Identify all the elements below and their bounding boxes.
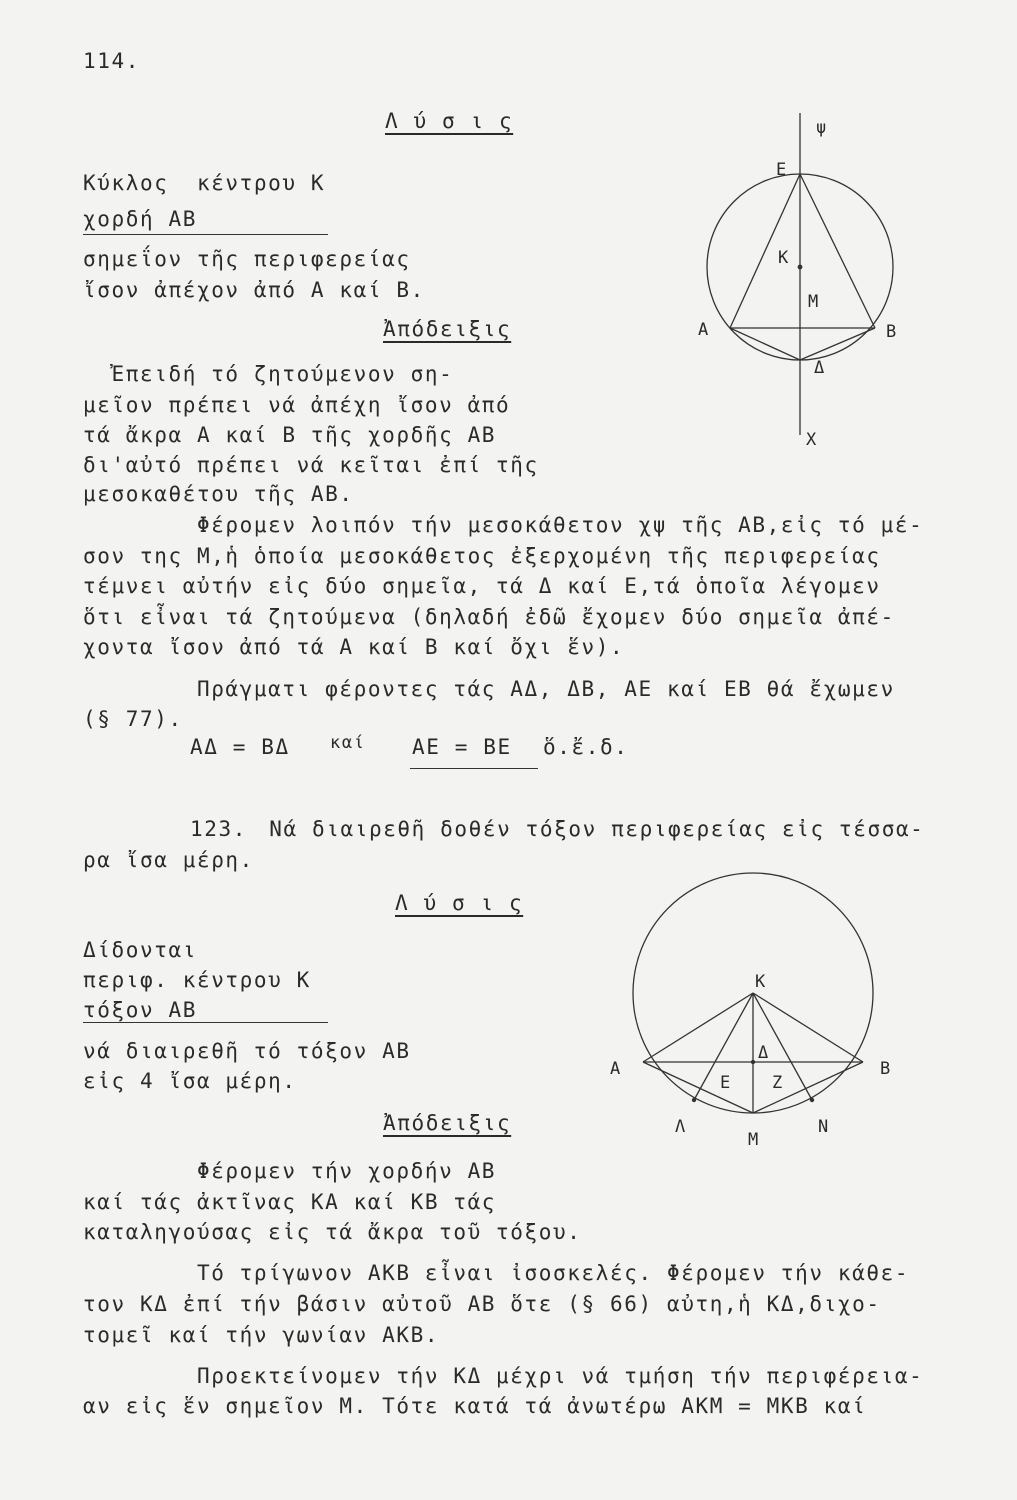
text-line: τον ΚΔ ἐπί τήν βάσιν αὐτοῦ ΑΒ ὅτε (§ 66) αὐτη,ἡ ΚΔ,διχο- bbox=[83, 1292, 881, 1316]
text-line: αν εἰς ἕν σημεῖον Μ. Τότε κατά τά ἀνωτέρω ΑΚΜ = ΜΚΒ καί bbox=[83, 1394, 867, 1418]
label-m: Μ bbox=[808, 292, 819, 312]
page-number: 114. bbox=[83, 49, 140, 73]
label-m: Μ bbox=[748, 1130, 759, 1150]
givens-rule-1 bbox=[83, 234, 328, 235]
label-d: Δ bbox=[814, 358, 825, 378]
label-k: Κ bbox=[755, 972, 766, 992]
solution-heading-2: Λ ύ σ ι ς bbox=[395, 891, 524, 915]
radius-kb bbox=[753, 993, 863, 1062]
label-b: Β bbox=[880, 1059, 891, 1079]
equation-2: ΑΕ = ΒΕ bbox=[412, 735, 512, 759]
text-line: Προεκτείνομεν τήν ΚΔ μέχρι νά τμήση τήν περιφέρεια- bbox=[83, 1364, 924, 1388]
text-line: καταληγούσας εἰς τά ἄκρα τοῦ τόξου. bbox=[83, 1220, 582, 1244]
label-k: Κ bbox=[778, 248, 789, 268]
given-line: τόξον ΑΒ bbox=[83, 998, 197, 1022]
text-line: καί τάς ἀκτῖνας ΚΑ καί ΚΒ τάς bbox=[83, 1190, 497, 1214]
center-point bbox=[798, 265, 803, 270]
label-psi: ψ bbox=[816, 118, 827, 138]
radius-ka bbox=[643, 993, 753, 1062]
problem-statement-line2: ρα ἴσα μέρη. bbox=[83, 848, 254, 872]
given-circle: Κύκλος κέντρου Κ bbox=[83, 171, 326, 195]
proof-line: Ἐπειδή τό ζητούμενον ση- bbox=[83, 362, 454, 386]
segment-ad bbox=[730, 328, 800, 360]
text-line: τέμνει αὐτήν εἰς δύο σημεῖα, τά Δ καί Ε,τά ὁποῖα λέγομεν bbox=[83, 574, 881, 598]
given-chord: χορδή ΑΒ bbox=[83, 207, 197, 231]
text-line: ὅτι εἶναι τά ζητούμενα (δηλαδή ἐδῶ ἔχομεν δύο σημεῖα ἀπέ- bbox=[83, 605, 895, 629]
segment-db bbox=[800, 328, 875, 360]
proof-line: μεσοκαθέτου τῆς ΑΒ. bbox=[83, 482, 354, 506]
proof-line: δι'αὐτό πρέπει νά κεῖται ἐπί τῆς bbox=[83, 453, 539, 477]
label-d: Δ bbox=[758, 1043, 769, 1063]
find-point-line1: σημεΐον τῆς περιφερείας bbox=[83, 247, 411, 271]
proof-line: τά ἄκρα Α καί Β τῆς χορδῆς ΑΒ bbox=[83, 423, 497, 447]
label-e: Ε bbox=[776, 160, 787, 180]
problem-statement-line1: Νά διαιρεθῆ δοθέν τόξον περιφερείας εἰς τέσσα- bbox=[255, 817, 925, 841]
point-d bbox=[751, 1060, 755, 1064]
task-line: νά διαιρεθῆ τό τόξον ΑΒ bbox=[83, 1039, 411, 1063]
chord-mb bbox=[753, 1062, 863, 1113]
problem-number: 123. bbox=[190, 817, 247, 841]
proof-line: μεῖον πρέπει νά ἀπέχη ἴσον ἀπό bbox=[83, 393, 511, 417]
text-line: Φέρομεν τήν χορδήν ΑΒ bbox=[83, 1159, 497, 1183]
text-line: τομεῖ καί τήν γωνίαν ΑΚΒ. bbox=[83, 1323, 440, 1347]
solution-heading-1: Λ ύ σ ι ς bbox=[385, 109, 514, 133]
label-z: Ζ bbox=[772, 1073, 783, 1093]
equation-rule bbox=[410, 768, 538, 769]
label-n: Ν bbox=[818, 1117, 829, 1137]
text-line: Τό τρίγωνον ΑΚΒ εἶναι ἰσοσκελές. Φέρομεν τήν κάθε- bbox=[83, 1261, 910, 1285]
qed: ὅ.ἔ.δ. bbox=[543, 735, 629, 759]
figure-arc-division bbox=[600, 860, 900, 1160]
reference: (§ 77). bbox=[83, 707, 183, 731]
text-line: σον της Μ,ἡ ὁποία μεσοκάθετος ἐξερχομένη τῆς περιφερείας bbox=[83, 544, 881, 568]
label-e: Ε bbox=[720, 1073, 731, 1093]
label-b: Β bbox=[886, 322, 897, 342]
label-a: Α bbox=[610, 1059, 621, 1079]
givens-rule-2 bbox=[83, 1022, 328, 1023]
text-line: Πράγματι φέροντες τάς ΑΔ, ΔΒ, ΑΕ καί ΕΒ θά ἔχωμεν bbox=[83, 677, 895, 701]
figure-perpendicular-bisector bbox=[690, 95, 920, 465]
text-line: χοντα ἴσον ἀπό τά Α καί Β καί ὄχι ἕν). bbox=[83, 635, 625, 659]
proof-heading-2: Ἀπόδειξις bbox=[383, 1111, 512, 1135]
label-x: Χ bbox=[806, 430, 817, 450]
text-line: Φέρομεν λοιπόν τήν μεσοκάθετον χψ τῆς ΑΒ,εἰς τό μέ- bbox=[83, 513, 924, 537]
point-n bbox=[810, 1098, 814, 1102]
proof-heading-1: Ἀπόδειξις bbox=[383, 317, 512, 341]
chord-am bbox=[643, 1062, 753, 1113]
point-l bbox=[692, 1098, 696, 1102]
given-line: περιφ. κέντρου Κ bbox=[83, 968, 311, 992]
task-line: εἰς 4 ἴσα μέρη. bbox=[83, 1069, 297, 1093]
label-l: Λ bbox=[675, 1117, 686, 1137]
find-point-line2: ἴσον ἀπέχον ἀπό Α καί Β. bbox=[83, 278, 425, 302]
given-line: Δίδονται bbox=[83, 938, 197, 962]
segment-ae bbox=[730, 174, 800, 328]
label-a: Α bbox=[698, 320, 709, 340]
equation-1: ΑΔ = ΒΔ bbox=[190, 735, 290, 759]
conjunction: καί bbox=[330, 733, 366, 753]
